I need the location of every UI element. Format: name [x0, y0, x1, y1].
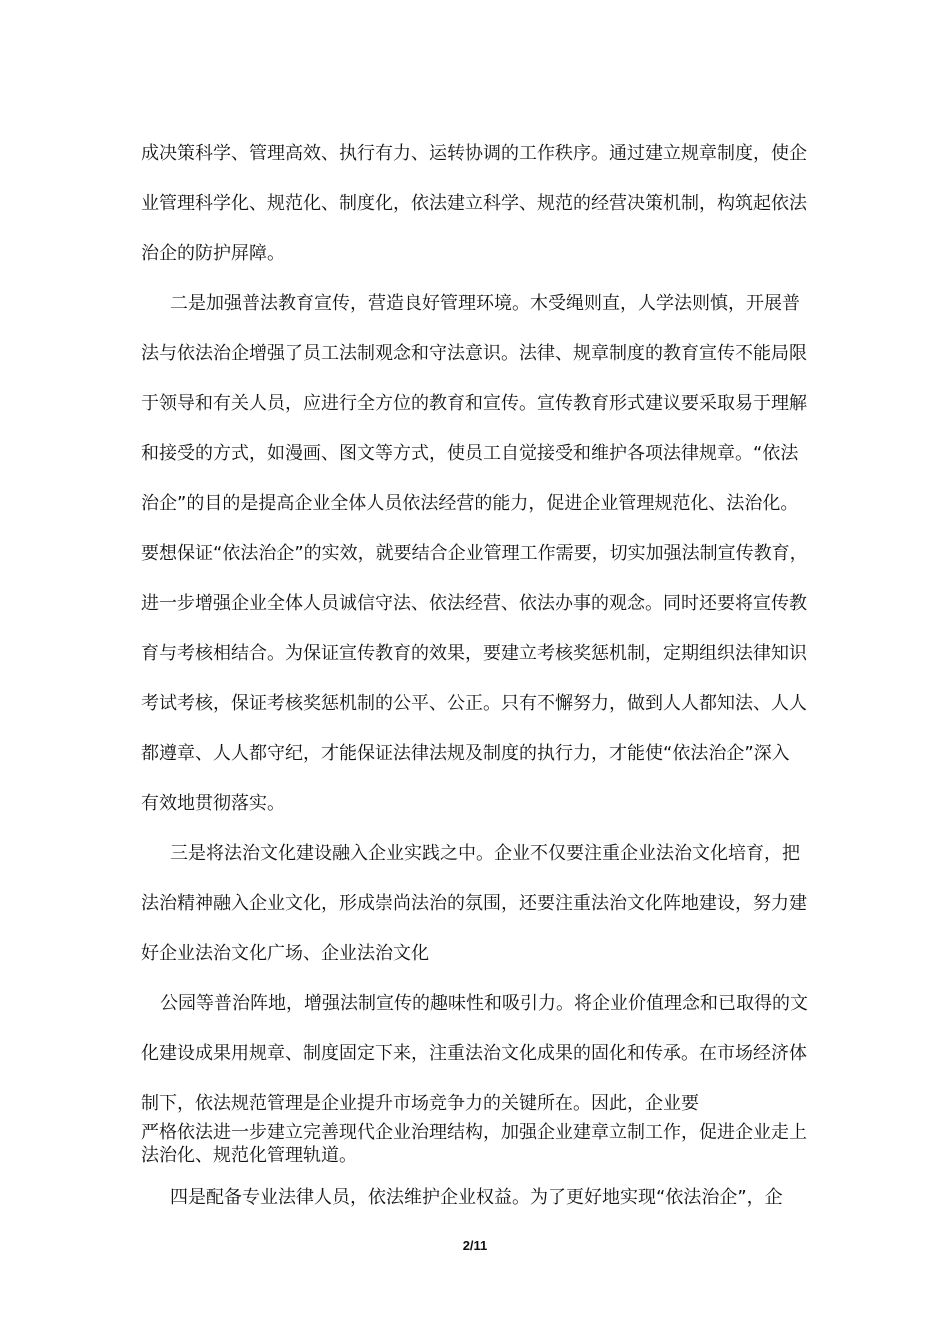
text-line: 治企的防护屏障。: [141, 243, 285, 264]
text-line: 考试考核，保证考核奖惩机制的公平、公正。只有不懈努力，做到人人都知法、人人: [141, 693, 807, 714]
text-line: 要想保证“依法治企”的实效，就要结合企业管理工作需要，切实加强法制宣传教育，: [141, 543, 808, 564]
page-number: 2/11: [462, 1238, 488, 1253]
text-line: 进一步增强企业全体人员诚信守法、依法经营、依法办事的观念。同时还要将宣传教: [141, 593, 807, 614]
text-line: 化建设成果用规章、制度固定下来，注重法治文化成果的固化和传承。在市场经济体: [141, 1043, 807, 1064]
text-line: 严格依法进一步建立完善现代企业治理结构，加强企业建章立制工作，促进企业走上: [141, 1122, 807, 1143]
text-line: 治企”的目的是提高企业全体人员依法经营的能力，促进企业管理规范化、法治化。: [141, 493, 799, 514]
text-line: 法治化、规范化管理轨道。: [141, 1145, 357, 1166]
text-line: 和接受的方式，如漫画、图文等方式，使员工自觉接受和维护各项法律规章。“依法: [141, 443, 799, 464]
text-line: 制下，依法规范管理是企业提升市场竞争力的关键所在。因此，企业要: [141, 1093, 699, 1114]
text-line: 法与依法治企增强了员工法制观念和守法意识。法律、规章制度的教育宣传不能局限: [141, 343, 807, 364]
text-line: 于领导和有关人员，应进行全方位的教育和宣传。宣传教育形式建议要采取易于理解: [141, 393, 807, 414]
text-line: 育与考核相结合。为保证宣传教育的效果，要建立考核奖惩机制，定期组织法律知识: [141, 643, 807, 664]
text-line: 四是配备专业法律人员，依法维护企业权益。为了更好地实现“依法治企”，企: [170, 1187, 783, 1208]
text-line: 好企业法治文化广场、企业法治文化: [141, 943, 429, 964]
text-line: 二是加强普法教育宣传，营造良好管理环境。木受绳则直，人学法则慎，开展普: [170, 293, 800, 314]
text-line: 有效地贯彻落实。: [141, 793, 285, 814]
text-line: 三是将法治文化建设融入企业实践之中。企业不仅要注重企业法治文化培育，把: [170, 843, 800, 864]
text-line: 业管理科学化、规范化、制度化，依法建立科学、规范的经营决策机制，构筑起依法: [141, 193, 807, 214]
text-line: 法治精神融入企业文化，形成崇尚法治的氛围，还要注重法治文化阵地建设，努力建: [141, 893, 807, 914]
text-line: 公园等普治阵地，增强法制宣传的趣味性和吸引力。将企业价值理念和已取得的文: [160, 993, 808, 1014]
text-line: 成决策科学、管理高效、执行有力、运转协调的工作秩序。通过建立规章制度，使企: [141, 143, 807, 164]
text-line: 都遵章、人人都守纪，才能保证法律法规及制度的执行力，才能使“依法治企”深入: [141, 743, 790, 764]
